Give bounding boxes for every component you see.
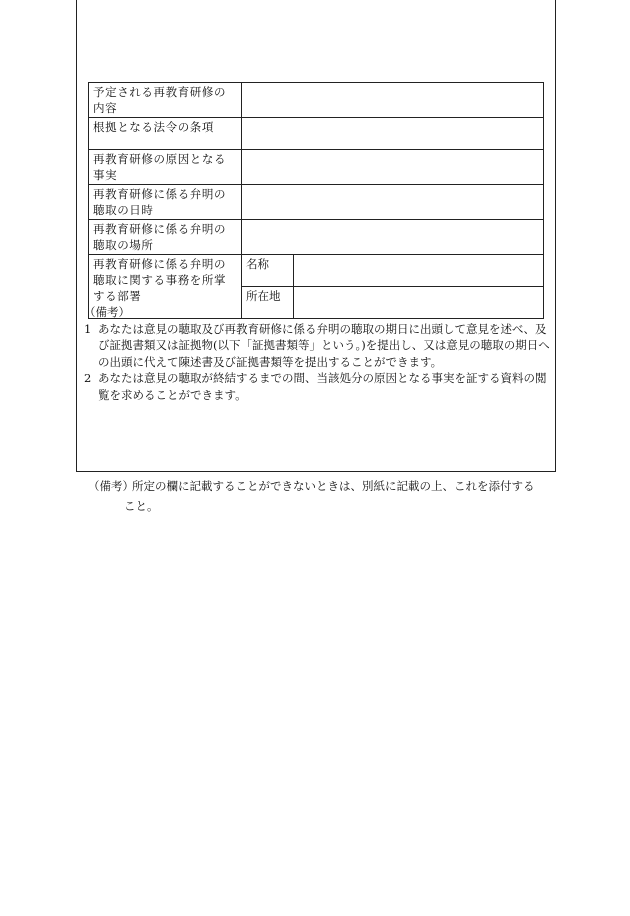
footer-note-label: （備考） xyxy=(88,479,134,493)
table-row xyxy=(89,83,544,118)
table-row xyxy=(89,220,544,255)
row-label-cause-facts: 再教育研修の原因となる事実 xyxy=(89,150,242,185)
sub-label-location: 所在地 xyxy=(242,287,294,319)
table-row xyxy=(89,255,544,287)
footer-note-text: 所定の欄に記載することができないときは、別紙に記載の上、これを添付する xyxy=(132,479,535,493)
sub-label-name: 名称 xyxy=(242,255,294,287)
notes-section xyxy=(84,304,552,403)
value-cell-hearing-place[interactable] xyxy=(242,220,544,255)
note-text: あなたは意見の聴取が終結するまでの間、当該処分の原因となる事実を証する資料の閲覧を求めることができます。 xyxy=(98,371,547,402)
footer-note xyxy=(88,476,558,516)
footer-note-line xyxy=(88,476,558,496)
note-item xyxy=(84,370,552,403)
row-label-hearing-place: 再教育研修に係る弁明の聴取の場所 xyxy=(89,220,242,255)
value-cell-cause-facts[interactable] xyxy=(242,150,544,185)
note-text: あなたは意見の聴取及び再教育研修に係る弁明の聴取の期日に出頭して意見を述べ、及び証拠書類又は証拠物(以下「証拠書類等」という。)を提出し、又は意見の聴取の期日への出頭に代えて陳述書及び証拠書類等を提出することができます。 xyxy=(98,321,550,369)
footer-note-continuation: こと。 xyxy=(124,499,159,513)
notice-form-table xyxy=(88,82,544,319)
note-item xyxy=(84,321,552,371)
note-number: 2 xyxy=(84,371,92,385)
value-cell-legal-basis[interactable] xyxy=(242,118,544,150)
row-label-hearing-datetime: 再教育研修に係る弁明の聴取の日時 xyxy=(89,185,242,220)
row-label-training-content: 予定される再教育研修の内容 xyxy=(89,83,242,118)
table-row xyxy=(89,118,544,150)
notes-title: （備考） xyxy=(84,305,130,319)
row-label-department: 再教育研修に係る弁明の聴取に関する事務を所掌する部署 xyxy=(89,255,242,319)
row-label-legal-basis: 根拠となる法令の条項 xyxy=(89,118,242,150)
value-cell-hearing-datetime[interactable] xyxy=(242,185,544,220)
note-number: 1 xyxy=(84,321,92,336)
table-row xyxy=(89,150,544,185)
value-cell-training-content[interactable] xyxy=(242,83,544,118)
value-cell-department-name[interactable] xyxy=(294,255,544,287)
table-row xyxy=(89,185,544,220)
